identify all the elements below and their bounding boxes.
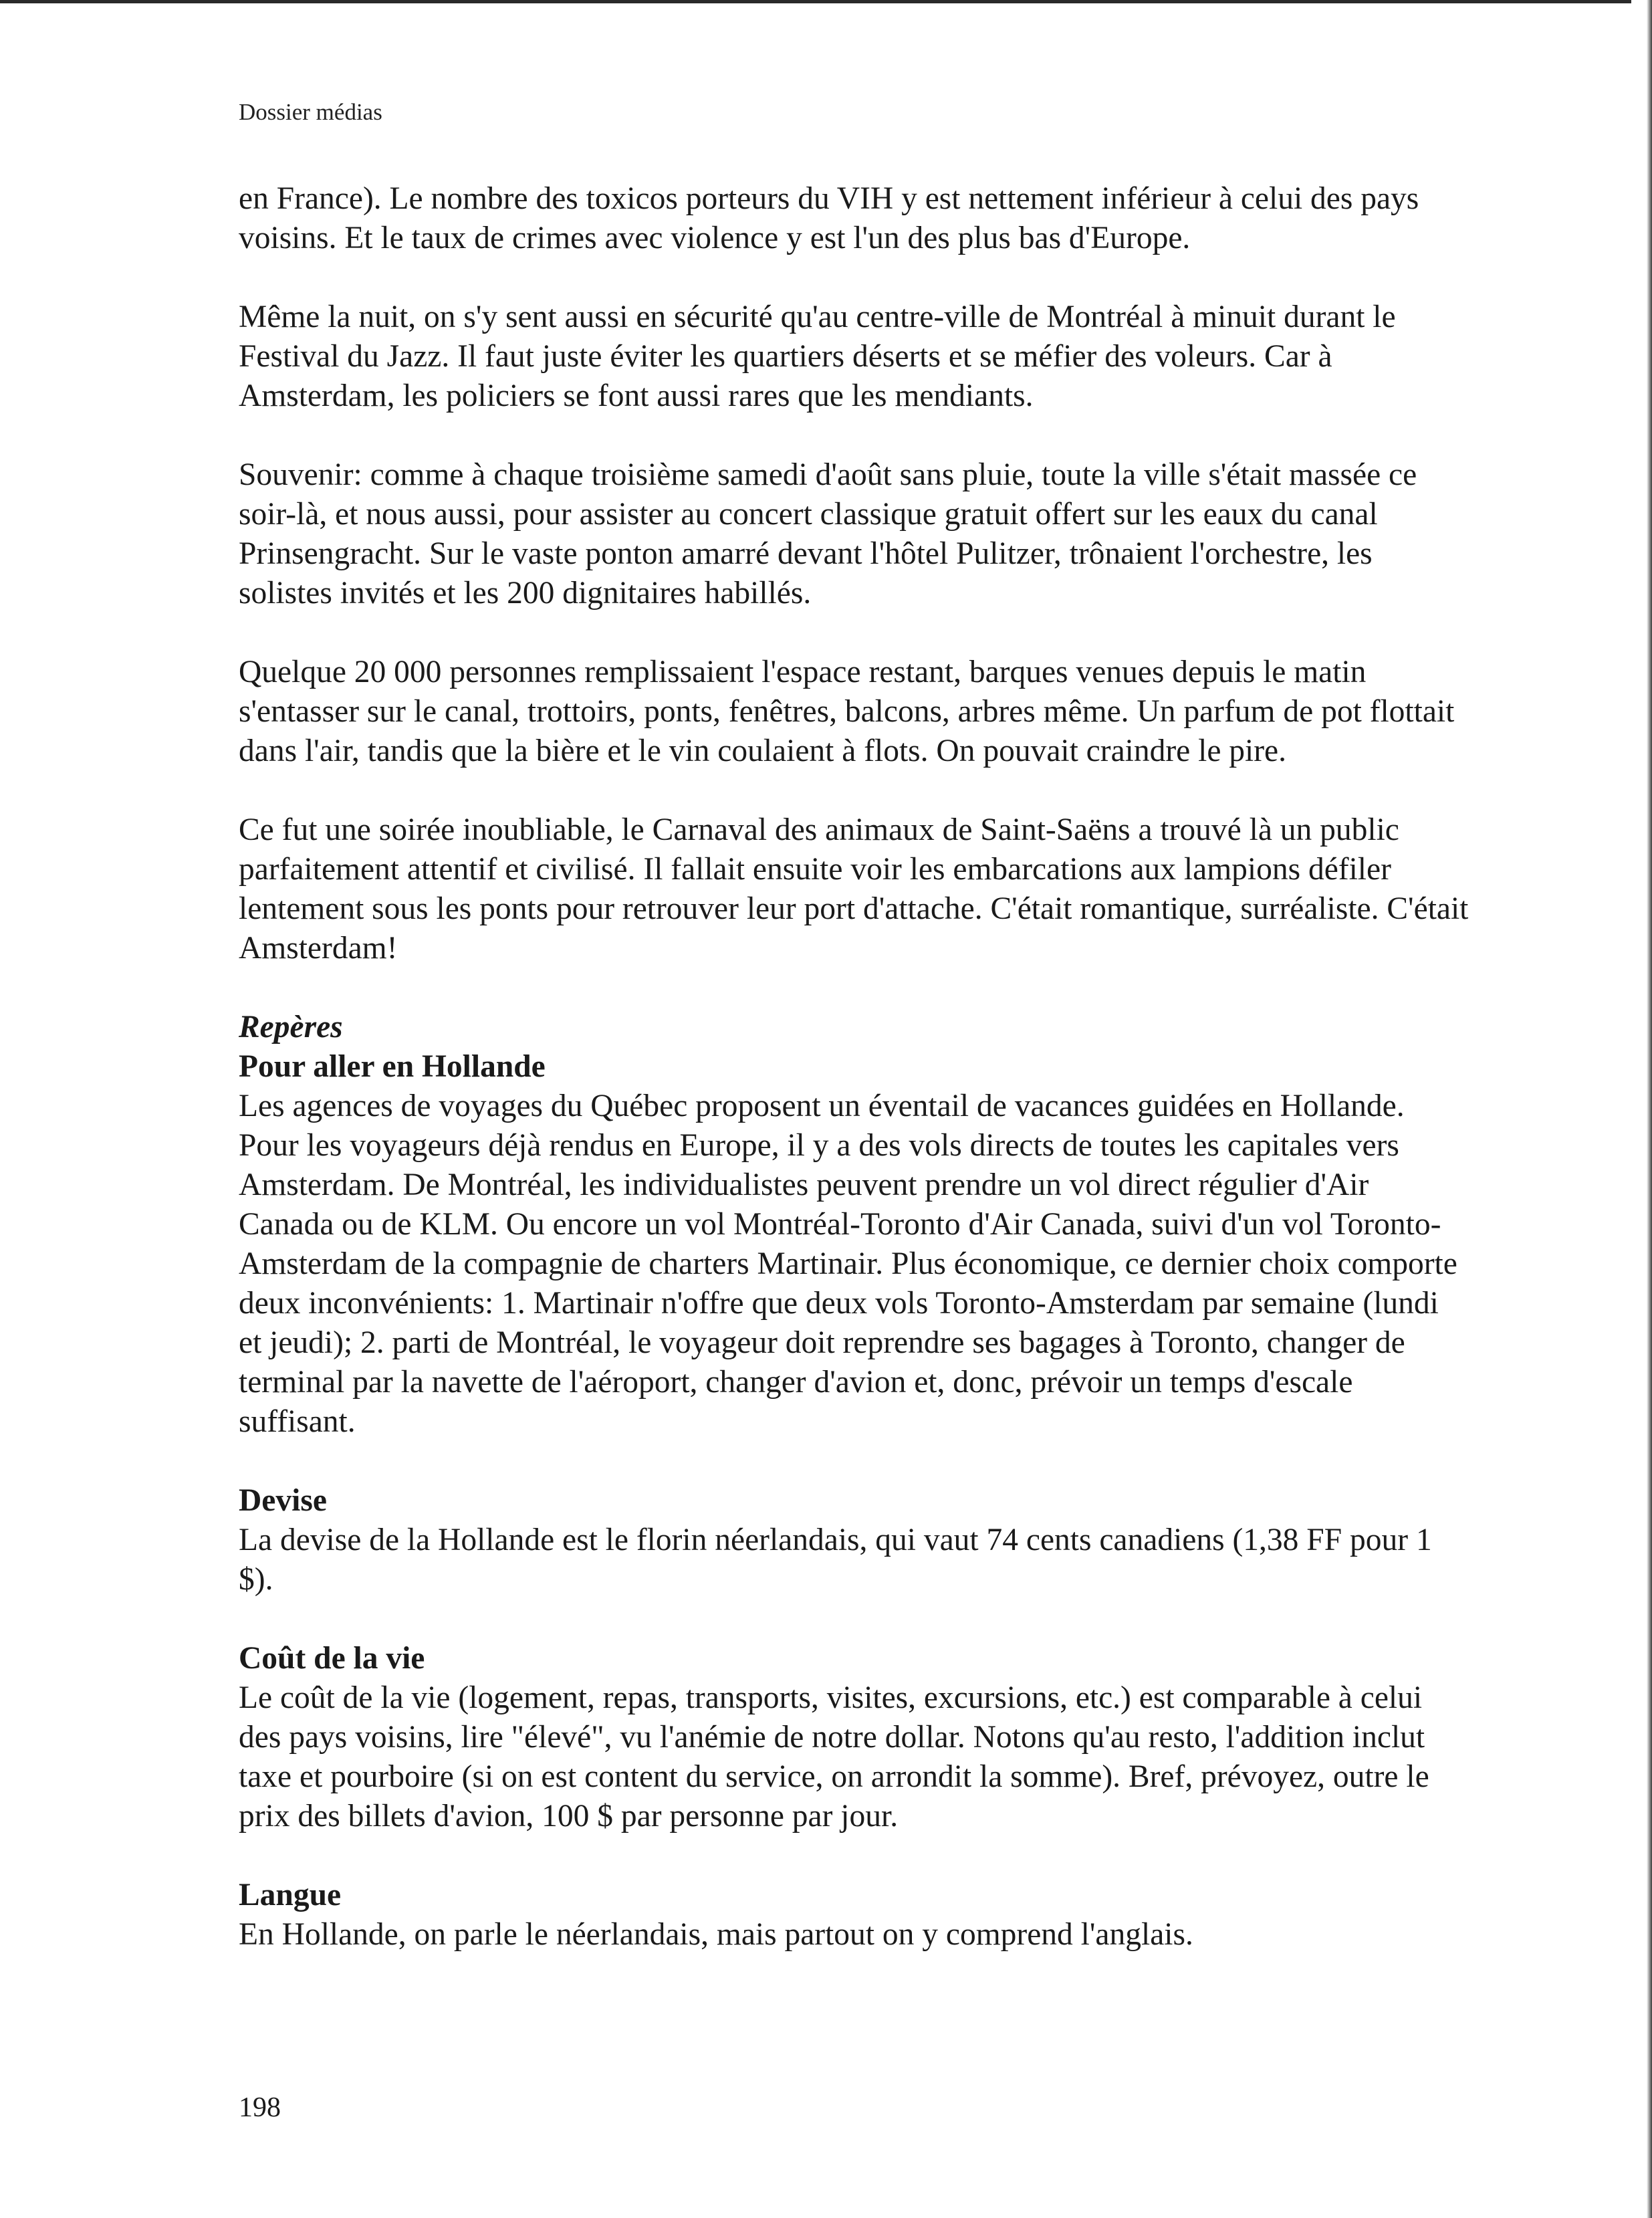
paragraph-3: Souvenir: comme à chaque troisième samedi d'août sans pluie, toute la ville s'était massée ce soir-là, et nous aussi, pour assister au concert classique gratuit offert sur les eaux du canal Prinsengracht. Sur le vaste ponton amarré devant l'hôtel Pulitzer, trônaient l'orchestre, les solistes invités et les 200 dignitaires habillés.: [239, 457, 1417, 611]
section-body-devise: La devise de la Hollande est le florin néerlandais, qui vaut 74 cents canadiens (1,38 FF pour 1 $).: [239, 1523, 1432, 1597]
section-title-langue: Langue: [239, 1878, 342, 1912]
section-body-cout-vie: Le coût de la vie (logement, repas, transports, visites, excursions, etc.) est comparable à celui des pays voisins, lire "élevé", vu l'anémie de notre dollar. Notons qu'au resto, l'addition inclut taxe et pourboire (si on est content du service, on arrondit la somme). Bref, prévoyez, outre le prix des billets d'avion, 100 $ par personne par jour.: [239, 1680, 1429, 1834]
paragraph-4: Quelque 20 000 personnes remplissaient l'espace restant, barques venues depuis le matin s'entasser sur le canal, trottoirs, ponts, fenêtres, balcons, arbres même. Un parfum de pot flottait dans l'air, tandis que la bière et le vin coulaient à flots. On pouvait craindre le pire.: [239, 655, 1455, 768]
paragraph-2: Même la nuit, on s'y sent aussi en sécurité qu'au centre-ville de Montréal à minuit durant le Festival du Jazz. Il faut juste éviter les quartiers déserts et se méfier des voleurs. Car à Amsterdam, les policiers se font aussi rares que les mendiants.: [239, 300, 1396, 413]
paragraph-1: en France). Le nombre des toxicos porteurs du VIH y est nettement inférieur à celui des pays voisins. Et le taux de crimes avec violence y est l'un des plus bas d'Europe.: [239, 181, 1419, 255]
section-body-langue: En Hollande, on parle le néerlandais, mais partout on y comprend l'anglais.: [239, 1917, 1193, 1952]
section-title-devise: Devise: [239, 1483, 327, 1518]
page-number: 198: [239, 2092, 281, 2123]
running-header: Dossier médias: [239, 99, 382, 125]
top-border-rule: [0, 0, 1631, 3]
page-body: [239, 179, 1469, 1994]
paragraph-5: Ce fut une soirée inoubliable, le Carnaval des animaux de Saint-Saëns a trouvé là un public parfaitement attentif et civilisé. Il fallait ensuite voir les embarcations aux lampions défiler lentement sous les ponts pour retrouver leur port d'attache. C'était romantique, surréaliste. C'était Amsterdam!: [239, 812, 1469, 966]
scan-right-edge: [1647, 0, 1652, 2218]
reperes-label: Repères: [239, 1010, 343, 1044]
section-title-pour-aller: Pour aller en Hollande: [239, 1049, 546, 1084]
section-title-cout-vie: Coût de la vie: [239, 1641, 425, 1676]
section-body-pour-aller: Les agences de voyages du Québec proposent un éventail de vacances guidées en Hollande. Pour les voyageurs déjà rendus en Europe, il y a des vols directs de toutes les capitales vers Amsterdam. De Montréal, les individualistes peuvent prendre un vol direct régulier d'Air Canada ou de KLM. Ou encore un vol Montréal-Toronto d'Air Canada, suivi d'un vol Toronto-Amsterdam de la compagnie de charters Martinair. Plus économique, ce dernier choix comporte deux inconvénients: 1. Martinair n'offre que deux vols Toronto-Amsterdam par semaine (lundi et jeudi); 2. parti de Montréal, le voyageur doit reprendre ses bagages à Toronto, changer de terminal par la navette de l'aéroport, changer d'avion et, donc, prévoir un temps d'escale suffisant.: [239, 1089, 1457, 1439]
